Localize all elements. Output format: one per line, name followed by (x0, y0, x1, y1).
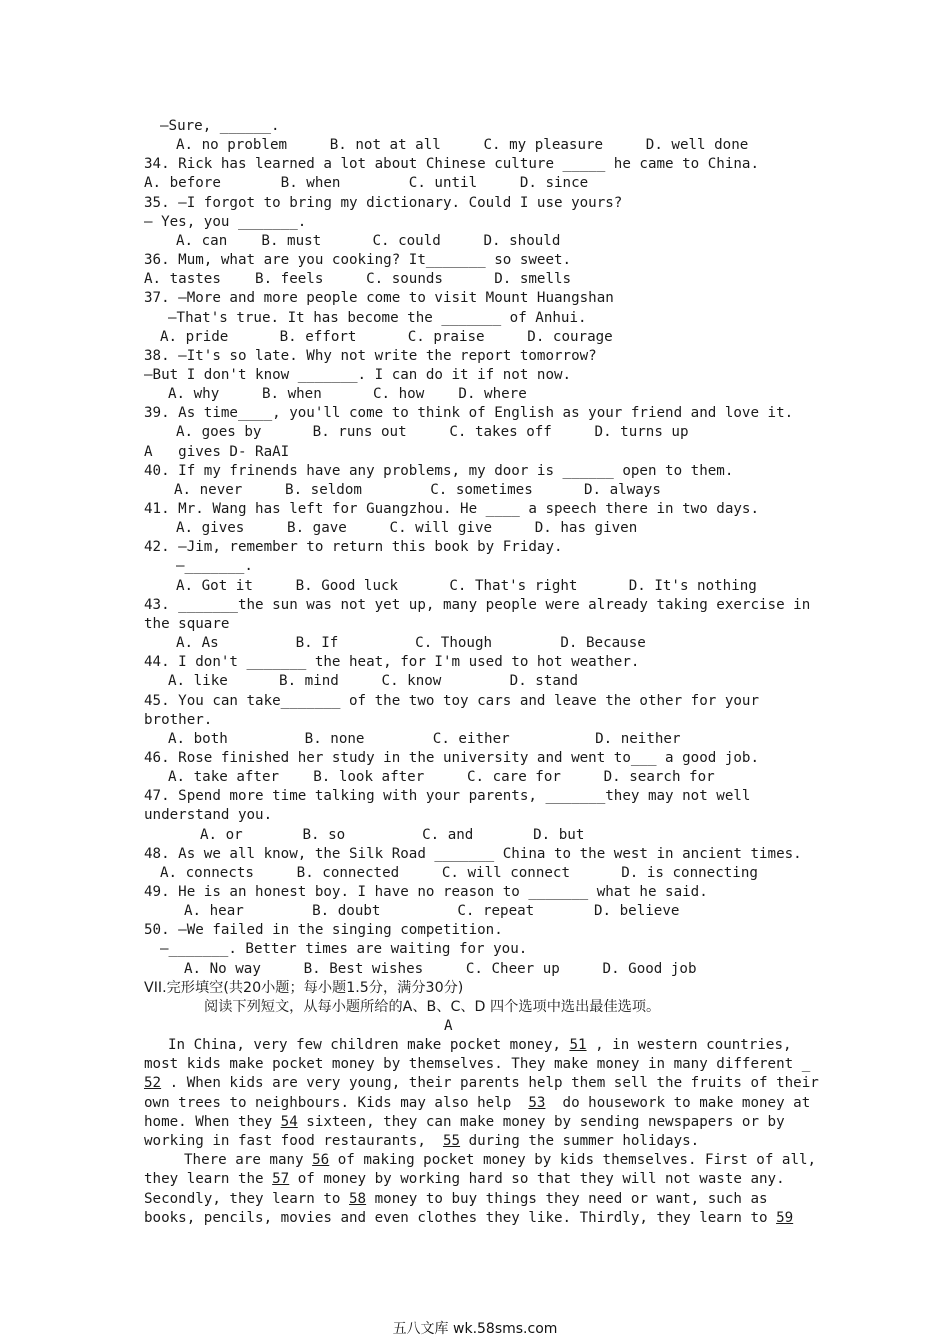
question-line: A. never B. seldom C. sometimes D. always (174, 482, 661, 498)
question-line: A. Got it B. Good luck C. That's right D. It's nothing (176, 578, 757, 594)
question-line: A. both B. none C. either D. neither (168, 731, 681, 747)
passage-text: of making pocket money by kids themselves. First of all, (329, 1152, 817, 1168)
footer-watermark: 五八文库 wk.58sms.com (392, 1321, 558, 1337)
passage-line (144, 1074, 819, 1093)
passage-line (144, 1055, 810, 1074)
question-line: A. can B. must C. could D. should (176, 233, 561, 249)
question-line: 40. If my frinends have any problems, my door is ______ open to them. (144, 463, 734, 479)
question-line: 43. _______the sun was not yet up, many people were already taking exercise in (144, 597, 811, 613)
blank-number: 59 (776, 1210, 794, 1226)
question-line: A. take after B. look after C. care for D. search for (168, 769, 715, 785)
passage-line (144, 1190, 768, 1209)
question-line: 42. —Jim, remember to return this book by Friday. (144, 539, 563, 555)
passage-text: Secondly, they learn to (144, 1191, 349, 1207)
passage-text: most kids make pocket money by themselves. They make money in many different _ (144, 1056, 811, 1072)
question-line: A. connects B. connected C. will connect D. is connecting (160, 865, 758, 881)
blank-number: 51 (569, 1037, 587, 1053)
section-heading: VII.完形填空(共20小题；每小题1.5分，满分30分) (144, 980, 464, 996)
passage-text: do housework to make money at (545, 1095, 811, 1111)
question-line: 38. —It's so late. Why not write the report tomorrow? (144, 348, 597, 364)
passage-text: , in western countries, (586, 1037, 792, 1053)
question-line: A. goes by B. runs out C. takes off D. turns up (176, 424, 689, 440)
section-instruction: 阅读下列短文，从每小题所给的A、B、C、D 四个选项中选出最佳选项。 (204, 999, 661, 1015)
passage-text: money to buy things they need or want, such as (366, 1191, 768, 1207)
question-line: 39. As time____, you'll come to think of English as your friend and love it. (144, 405, 794, 421)
blank-number: 52 (144, 1075, 162, 1091)
question-line: A. why B. when C. how D. where (168, 386, 527, 402)
question-line: A. no problem B. not at all C. my pleasure D. well done (176, 137, 749, 153)
question-line: 36. Mum, what are you cooking? It_______ so sweet. (144, 252, 572, 268)
question-line: A. like B. mind C. know D. stand (168, 673, 578, 689)
question-line: brother. (144, 712, 213, 728)
passage-line (184, 1151, 816, 1170)
question-line: understand you. (144, 807, 273, 823)
question-line: 44. I don't _______ the heat, for I'm used to hot weather. (144, 654, 640, 670)
question-line: 35. —I forgot to bring my dictionary. Could I use yours? (144, 195, 623, 211)
blank-number: 54 (280, 1114, 298, 1130)
passage-label: A (444, 1018, 453, 1034)
passage-line (144, 1170, 785, 1189)
question-line: A. pride B. effort C. praise D. courage (160, 329, 613, 345)
question-line: 48. As we all know, the Silk Road _______ China to the west in ancient times. (144, 846, 802, 862)
question-line: —But I don't know _______. I can do it if not now. (144, 367, 572, 383)
blank-number: 56 (312, 1152, 330, 1168)
question-line: A. No way B. Best wishes C. Cheer up D. Good job (184, 961, 697, 977)
blank-number: 57 (272, 1171, 290, 1187)
passage-text: own trees to neighbours. Kids may also help (144, 1095, 529, 1111)
question-line: 46. Rose finished her study in the university and went to___ a good job. (144, 750, 759, 766)
question-line: A gives D- RaAI (144, 444, 290, 460)
passage-text: working in fast food restaurants, (144, 1133, 443, 1149)
passage-text: books, pencils, movies and even clothes they like. Thirdly, they learn to (144, 1210, 777, 1226)
question-line: —Sure, ______. (160, 118, 280, 134)
passage-text: during the summer holidays. (460, 1133, 700, 1149)
passage-text: . When kids are very young, their parents help them sell the fruits of their (161, 1075, 819, 1091)
question-line: A. As B. If C. Though D. Because (176, 635, 646, 651)
blank-number: 53 (528, 1095, 546, 1111)
passage-line (144, 1209, 793, 1228)
question-line: A. before B. when C. until D. since (144, 175, 589, 191)
passage-text: of money by working hard so that they will not waste any. (289, 1171, 785, 1187)
question-line: — Yes, you _______. (144, 214, 307, 230)
question-line: 49. He is an honest boy. I have no reason to _______ what he said. (144, 884, 708, 900)
passage-line (144, 1132, 699, 1151)
question-line: 45. You can take_______ of the two toy cars and leave the other for your (144, 693, 759, 709)
question-line: 37. —More and more people come to visit Mount Huangshan (144, 290, 614, 306)
question-line: A. or B. so C. and D. but (200, 827, 585, 843)
question-line: —That's true. It has become the _______ of Anhui. (168, 310, 587, 326)
blank-number: 55 (442, 1133, 461, 1149)
passage-text: There are many (184, 1152, 313, 1168)
question-line: the square (144, 616, 230, 632)
passage-line (168, 1036, 792, 1055)
question-line: A. tastes B. feels C. sounds D. smells (144, 271, 572, 287)
question-line: 34. Rick has learned a lot about Chinese culture _____ he came to China. (144, 156, 759, 172)
question-line: 50. —We failed in the singing competition. (144, 922, 503, 938)
question-line: —_______. (176, 558, 253, 574)
question-line: 47. Spend more time talking with your parents, _______they may not well (144, 788, 751, 804)
question-line: A. hear B. doubt C. repeat D. believe (184, 903, 680, 919)
passage-text: sixteen, they can make money by sending newspapers or by (297, 1114, 785, 1130)
passage-text: In China, very few children make pocket money, (168, 1037, 570, 1053)
passage-text: they learn the (144, 1171, 273, 1187)
blank-number: 58 (349, 1191, 367, 1207)
question-line: —_______. Better times are waiting for you. (160, 941, 528, 957)
question-line: A. gives B. gave C. will give D. has given (176, 520, 638, 536)
passage-text: home. When they (144, 1114, 281, 1130)
passage-line (144, 1113, 785, 1132)
question-line: 41. Mr. Wang has left for Guangzhou. He ____ a speech there in two days. (144, 501, 759, 517)
passage-line (144, 1094, 810, 1113)
